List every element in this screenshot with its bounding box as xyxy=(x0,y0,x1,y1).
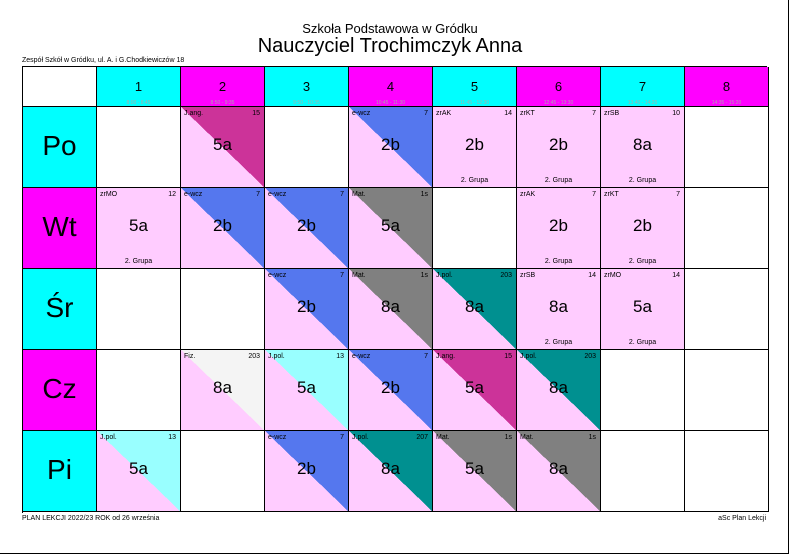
lesson-subject: zrKT xyxy=(520,110,535,117)
lesson-class: 8a xyxy=(381,297,400,316)
lesson-room: 203 xyxy=(248,353,260,360)
lesson-cell[interactable] xyxy=(349,107,433,188)
lesson-class: 8a xyxy=(381,459,400,478)
empty-cell xyxy=(685,431,769,512)
lesson-class: 2b xyxy=(549,135,568,154)
lesson-room: 7 xyxy=(676,191,680,198)
period-time: 9:50 - 10:35 xyxy=(293,100,320,106)
lesson-class: 8a xyxy=(549,297,568,316)
period-time: 8:00 - 8:45 xyxy=(126,100,151,106)
lesson-cell[interactable] xyxy=(517,350,601,431)
lesson-subject: e-wcz xyxy=(352,110,371,117)
lesson-subject: J.ang. xyxy=(436,353,456,360)
lesson-class: 5a xyxy=(129,459,148,478)
lesson-subject: J.pol. xyxy=(436,272,453,279)
day-header-2 xyxy=(23,188,97,269)
empty-cell xyxy=(433,188,517,269)
lesson-room: 1s xyxy=(420,272,428,279)
empty-cell xyxy=(685,350,769,431)
period-header-3 xyxy=(265,67,349,107)
footer-software: aSc Plan Lekcji xyxy=(718,515,766,522)
period-time: 10:45 - 11:30 xyxy=(375,100,406,106)
school-address: Zespół Szkół w Gródku, ul. A. i G.Chodkiewiczów 18 xyxy=(22,57,185,64)
lesson-subject: Mat. xyxy=(352,272,366,279)
lesson-room: 14 xyxy=(588,272,596,279)
day-header-5 xyxy=(23,431,97,512)
period-header-4 xyxy=(349,67,433,107)
day-header-3 xyxy=(23,269,97,350)
lesson-class: 2b xyxy=(297,216,316,235)
period-number: 1 xyxy=(134,79,143,94)
lesson-class: 2b xyxy=(213,216,232,235)
lesson-subject: Mat. xyxy=(436,434,450,441)
lesson-cell[interactable] xyxy=(97,431,181,512)
period-number: 6 xyxy=(554,79,563,94)
lesson-group: 2. Grupa xyxy=(544,258,573,265)
lesson-subject: Mat. xyxy=(520,434,534,441)
day-name: Wt xyxy=(42,211,77,242)
grid-corner xyxy=(23,67,97,107)
lesson-subject: zrSB xyxy=(604,110,620,117)
empty-cell xyxy=(685,107,769,188)
lesson-class: 5a xyxy=(297,378,316,397)
lesson-class: 2b xyxy=(549,216,568,235)
lesson-class: 5a xyxy=(465,378,484,397)
lesson-subject: Mat. xyxy=(352,191,366,198)
lesson-cell[interactable] xyxy=(349,269,433,350)
lesson-room: 13 xyxy=(336,353,344,360)
lesson-group: 2. Grupa xyxy=(628,258,657,265)
empty-cell xyxy=(685,269,769,350)
lesson-room: 7 xyxy=(424,110,428,117)
lesson-room: 15 xyxy=(252,110,260,117)
lesson-group: 2. Grupa xyxy=(628,177,657,184)
lesson-room: 10 xyxy=(672,110,680,117)
lesson-class: 2b xyxy=(633,216,652,235)
empty-cell xyxy=(97,269,181,350)
lesson-subject: J.pol. xyxy=(352,434,369,441)
lesson-subject: e-wcz xyxy=(268,191,287,198)
day-name: Po xyxy=(42,130,77,161)
period-time: 13:40 - 14:25 xyxy=(627,100,658,106)
period-time: 14:35 - 15:20 xyxy=(711,100,742,106)
lesson-cell[interactable] xyxy=(517,188,601,269)
lesson-class: 8a xyxy=(465,297,484,316)
lesson-class: 5a xyxy=(213,135,232,154)
empty-cell xyxy=(601,431,685,512)
lesson-subject: zrKT xyxy=(604,191,619,198)
period-time: 11:45 - 12:30 xyxy=(459,100,490,106)
lesson-cell[interactable] xyxy=(517,269,601,350)
lesson-room: 7 xyxy=(592,110,596,117)
period-number: 7 xyxy=(638,79,647,94)
empty-cell xyxy=(181,431,265,512)
period-header-7 xyxy=(601,67,685,107)
lesson-cell[interactable] xyxy=(433,269,517,350)
lesson-cell[interactable] xyxy=(265,350,349,431)
lesson-cell[interactable] xyxy=(349,431,433,512)
lesson-room: 1s xyxy=(504,434,512,441)
lesson-subject: zrAK xyxy=(520,191,536,198)
empty-cell xyxy=(601,350,685,431)
period-number: 8 xyxy=(722,79,731,94)
lesson-cell[interactable] xyxy=(349,350,433,431)
period-header-1 xyxy=(97,67,181,107)
lesson-room: 1s xyxy=(588,434,596,441)
lesson-subject: J.pol. xyxy=(268,353,285,360)
lesson-group: 2. Grupa xyxy=(628,339,657,346)
footer-plan-info: PLAN LEKCJI 2022/23 ROK od 26 września xyxy=(22,515,160,522)
lesson-cell[interactable] xyxy=(517,107,601,188)
lesson-room: 1s xyxy=(420,191,428,198)
lesson-class: 5a xyxy=(381,216,400,235)
empty-cell xyxy=(97,107,181,188)
lesson-cell[interactable] xyxy=(181,188,265,269)
lesson-cell[interactable] xyxy=(601,269,685,350)
lesson-room: 7 xyxy=(340,434,344,441)
lesson-group: 2. Grupa xyxy=(460,177,489,184)
period-header-6 xyxy=(517,67,601,107)
lesson-cell[interactable] xyxy=(265,431,349,512)
lesson-subject: J.pol. xyxy=(520,353,537,360)
lesson-room: 14 xyxy=(672,272,680,279)
lesson-class: 2b xyxy=(465,135,484,154)
day-name: Śr xyxy=(45,292,74,323)
lesson-cell[interactable] xyxy=(349,188,433,269)
period-number: 4 xyxy=(386,79,395,94)
period-time: 12:45 - 13:30 xyxy=(543,100,574,106)
lesson-cell[interactable] xyxy=(517,431,601,512)
lesson-cell[interactable] xyxy=(601,107,685,188)
page-title: Nauczyciel Trochimczyk Anna xyxy=(257,35,523,57)
lesson-class: 5a xyxy=(633,297,652,316)
lesson-class: 2b xyxy=(381,378,400,397)
lesson-class: 5a xyxy=(129,216,148,235)
lesson-subject: zrMO xyxy=(604,272,622,279)
lesson-class: 8a xyxy=(549,378,568,397)
lesson-group: 2. Grupa xyxy=(124,258,153,265)
day-name: Pi xyxy=(47,454,72,485)
lesson-cell[interactable] xyxy=(433,107,517,188)
lesson-room: 14 xyxy=(504,110,512,117)
period-number: 5 xyxy=(470,79,479,94)
period-time: 8:50 - 9:35 xyxy=(210,100,235,106)
period-number: 3 xyxy=(302,79,311,94)
lesson-class: 5a xyxy=(465,459,484,478)
lesson-subject: zrMO xyxy=(100,191,118,198)
lesson-room: 7 xyxy=(340,272,344,279)
lesson-subject: e-wcz xyxy=(352,353,371,360)
lesson-subject: Fiz. xyxy=(184,353,196,360)
lesson-cell[interactable] xyxy=(433,350,517,431)
school-name: Szkoła Podstawowa w Gródku xyxy=(302,21,478,36)
lesson-room: 203 xyxy=(584,353,596,360)
lesson-room: 13 xyxy=(168,434,176,441)
lesson-room: 12 xyxy=(168,191,176,198)
lesson-subject: e-wcz xyxy=(268,434,287,441)
period-number: 2 xyxy=(218,79,227,94)
period-header-5 xyxy=(433,67,517,107)
lesson-subject: e-wcz xyxy=(184,191,203,198)
day-header-4 xyxy=(23,350,97,431)
lesson-class: 8a xyxy=(633,135,652,154)
lesson-subject: J.ang. xyxy=(184,110,204,117)
empty-cell xyxy=(265,107,349,188)
lesson-cell[interactable] xyxy=(97,188,181,269)
period-header-8 xyxy=(685,67,769,107)
lesson-subject: e-wcz xyxy=(268,272,287,279)
lesson-subject: J.pol. xyxy=(100,434,117,441)
lesson-class: 8a xyxy=(549,459,568,478)
lesson-cell[interactable] xyxy=(265,269,349,350)
empty-cell xyxy=(97,350,181,431)
lesson-subject: zrSB xyxy=(520,272,536,279)
lesson-cell[interactable] xyxy=(181,350,265,431)
lesson-group: 2. Grupa xyxy=(544,339,573,346)
period-header-2 xyxy=(181,67,265,107)
lesson-subject: zrAK xyxy=(436,110,452,117)
lesson-room: 15 xyxy=(504,353,512,360)
lesson-cell[interactable] xyxy=(601,188,685,269)
lesson-cell[interactable] xyxy=(265,188,349,269)
day-header-1 xyxy=(23,107,97,188)
lesson-room: 203 xyxy=(500,272,512,279)
lesson-room: 207 xyxy=(416,434,428,441)
lesson-class: 8a xyxy=(213,378,232,397)
lesson-class: 2b xyxy=(381,135,400,154)
lesson-room: 7 xyxy=(256,191,260,198)
empty-cell xyxy=(181,269,265,350)
lesson-room: 7 xyxy=(340,191,344,198)
lesson-room: 7 xyxy=(424,353,428,360)
lesson-class: 2b xyxy=(297,297,316,316)
lesson-group: 2. Grupa xyxy=(544,177,573,184)
timetable-grid xyxy=(22,66,767,513)
day-name: Cz xyxy=(42,373,77,404)
lesson-cell[interactable] xyxy=(181,107,265,188)
empty-cell xyxy=(685,188,769,269)
lesson-class: 2b xyxy=(297,459,316,478)
lesson-room: 7 xyxy=(592,191,596,198)
lesson-cell[interactable] xyxy=(433,431,517,512)
